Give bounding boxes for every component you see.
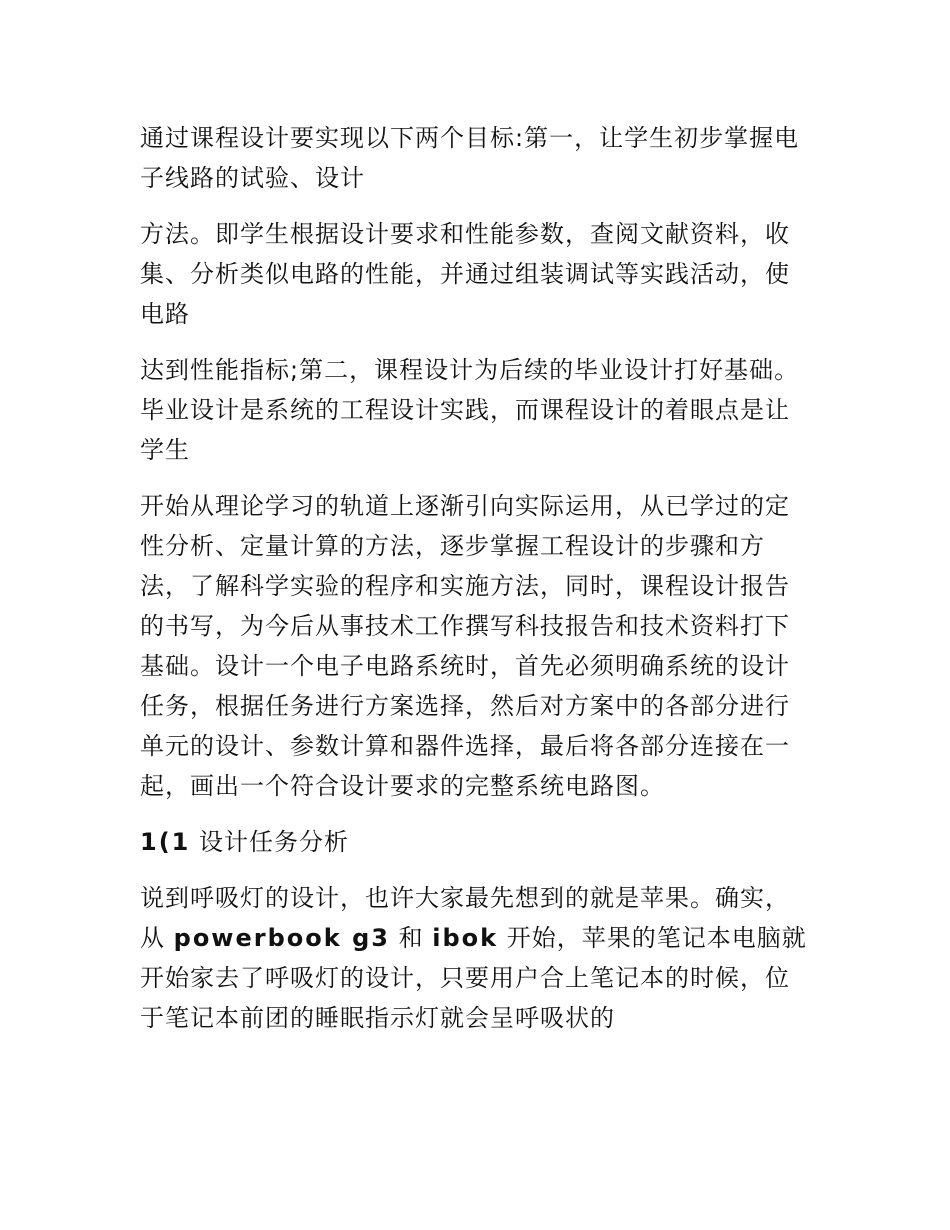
paragraph-2: 方法。即学生根据设计要求和性能参数，查阅文献资料，收集、分析类似电路的性能，并通过组装调试等实践活动，使电路: [140, 220, 790, 328]
paragraph-5-part-2: 和: [398, 924, 424, 952]
paragraph-4: 开始从理论学习的轨道上逐渐引向实际运用，从已学过的定性分析、定量计算的方法，逐步掌握工程设计的步骤和方法，了解科学实验的程序和实施方法，同时，课程设计报告的书写，为今后从事技术工作撰写科技报告和技术资料打下基础。设计一个电子电路系统时，首先必须明确系统的设计任务，根据任务进行方案选择，然后对方案中的各部分进行单元的设计、参数计算和器件选择，最后将各部分连接在一起，画出一个符合设计要求的完整系统电路图。: [140, 492, 790, 800]
paragraph-5-part-3: 开始，苹果的笔记本电脑就开始家去了呼吸灯的设计，只要用户合上笔记本的时候，位于笔记本前团的睡眠指示灯就会呈呼吸状的: [140, 924, 807, 1032]
section-heading: [140, 822, 810, 862]
paragraph-5-part-1: 说到呼吸灯的设计，也许大家最先想到的就是苹果。确实，从: [140, 884, 790, 952]
paragraph-5: [140, 878, 810, 1038]
paragraph-3: 达到性能指标;第二，课程设计为后续的毕业设计打好基础。毕业设计是系统的工程设计实践，而课程设计的着眼点是让学生: [140, 356, 800, 464]
section-title: 设计任务分析: [199, 828, 350, 856]
section-number: 1(1: [140, 828, 191, 856]
paragraph-1: 通过课程设计要实现以下两个目标:第一，让学生初步掌握电子线路的试验、设计: [140, 124, 800, 192]
term-ibok: ibok: [432, 924, 499, 952]
term-powerbook: powerbook g3: [173, 924, 390, 952]
document-body: [140, 118, 810, 1054]
